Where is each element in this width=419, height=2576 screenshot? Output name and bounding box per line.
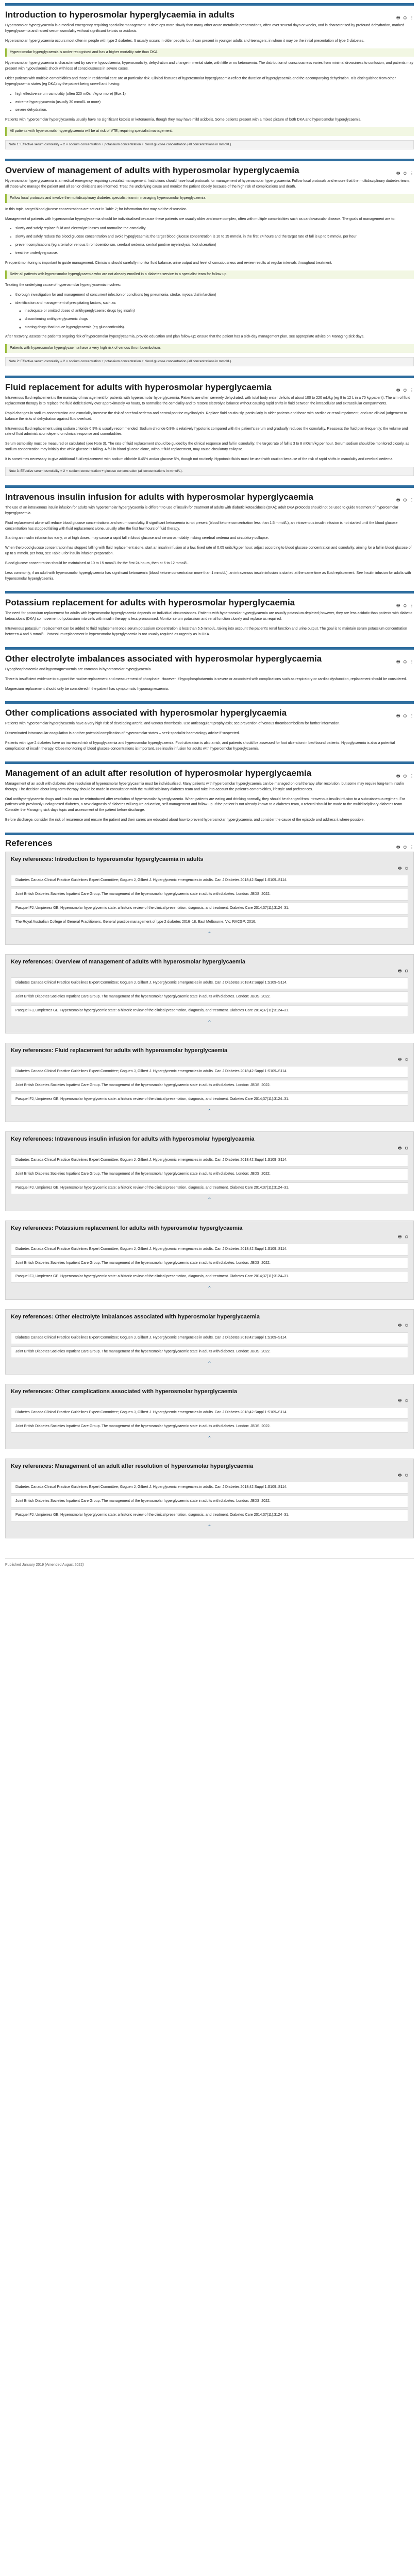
section-tools [393, 497, 414, 503]
paragraph: Oral antihyperglycaemic drugs and insulin can be reintroduced after resolution of hyperosmolar hyperglycaemia. When patients are eating and drinking normally, they should be changed from intravenous insulin infusion to a subcutaneous regimen. For patients with previously undiagnosed diabetes, a new diagnosis of diabetes will require education, self-management and follow-up. If the patient is not already known to a diabetes team, a referral should be made to the multidisciplinary diabetes team. Consider the Managing sick days topic and assessment of the patient before discharge. [5, 797, 405, 812]
reference-group [5, 1459, 414, 1538]
more-icon[interactable]: ⋮ [410, 497, 414, 502]
paragraph: Hyperosmolar hyperglycaemia is characterised by severe hypovolaemia, hyperosmolality, dehydration and change in mental state, with little or no ketonaemia. The distribution of consciousness varies from minimal drowsiness to confusion, and patients may present with hypovolaemic shock with loss of consciousness in severe cases. [5, 61, 413, 71]
section-tools [393, 15, 414, 21]
paragraph: Hyperosmolar hyperglycaemia is a medical emergency requiring specialist management. Institutions should have local protocols for management of hyperosmolar hyperglycaemia. Follow local protocols and ensure that the multidisciplinary diabetes team, all those who manage the patient and all senior clinicians are informed. Treat the underlying cause and monitor the patient closely because of the high risk of complications and death. [5, 179, 410, 189]
print-icon[interactable]: 🖶 [396, 659, 400, 664]
section-references [5, 833, 414, 1553]
paragraph: Disseminated intravascular coagulation is another potential complication of hyperosmolar states – seek specialist haematology advice if suspected. [5, 732, 240, 736]
section-electrolytes [5, 647, 414, 702]
section-potassium [5, 591, 414, 647]
reference-tools [11, 968, 408, 974]
reference-group-title: Key references: Fluid replacement for adults with hyperosmolar hyperglycaemia [11, 1047, 227, 1054]
reference-item [11, 1407, 408, 1419]
more-icon[interactable]: ⋮ [410, 773, 414, 778]
section-fluid [5, 376, 414, 485]
reference-item [11, 1332, 408, 1344]
section-tools [393, 171, 414, 177]
print-icon[interactable]: 🖶 [398, 968, 402, 973]
reference-tools [11, 1057, 408, 1063]
paragraph: When the blood glucose concentration has stopped falling with fluid replacement alone, start an insulin infusion at a low, fixed rate of 0.05 units/kg per hour; adjust according to blood glucose concentration and osmolality, aiming for a fall in blood glucose of up to 5 mmol/L per hour, see Table 3 for insulin infusion preparation. [5, 546, 412, 556]
paragraph: Intravenous potassium replacement can be added to fluid replacement once serum potassium concentration is less than 5.5 mmol/L, taking into account the patient's renal function and urine output. The goal is to maintain serum potassium concentration between 4 and 5 mmol/L. Potassium replacement in hyperosmolar hyperglycaemia is not usually required as urgently as in DKA. [5, 627, 407, 636]
paragraph: Patients with type 2 diabetes have an increased risk of hypoglycaemia and hyperosmolar hyperglycaemia. Foot ulceration is also a risk, and patients should be assessed for foot ulceration in bed-bound patients. Hypoglycaemia is also a potential complication of insulin therapy. Close monitoring of blood glucose concentrations is important, see insulin infusion for adults with hyperosmolar hyperglycaemia. [5, 741, 395, 751]
paragraph: Frequent monitoring is important to guide management. Clinicians should carefully monitor fluid balance, urine output and level of consciousness and review results at regular intervals throughout treatment. [5, 261, 332, 265]
list-item: ◦ starting drugs that induce hyperglycaemia (eg glucocorticoids). [25, 325, 414, 331]
reference-item [11, 875, 408, 887]
paragraph: There is insufficient evidence to support the routine replacement and measurement of phosphate. However, if hypophosphataemia is severe or associated with complications such as respiratory or cardiac dysfunction, replacement should be considered. [5, 677, 407, 681]
print-icon[interactable]: 🖶 [396, 844, 400, 850]
section-title: Fluid replacement for adults with hyperosmolar hyperglycaemia [5, 382, 272, 393]
reference-item [11, 991, 408, 1003]
collapse-chevron-icon[interactable]: ⌃ [207, 1361, 212, 1367]
reference-text: Diabetes Canada Clinical Practice Guidelines Expert Committee; Goguen J, Gilbert J. Hyperglycemic emergencies in adults. Can J Diabetes 2018;42 Suppl 1:S109–S114. [15, 1411, 288, 1415]
reference-tools [11, 1472, 408, 1479]
reference-text: Pasquel FJ, Umpierrez GE. Hyperosmolar hyperglycemic state: a historic review of the clinical presentation, diagnosis, and treatment. Diabetes Care 2014;37(11):3124–31. [15, 1513, 289, 1517]
section-tools [393, 844, 414, 851]
paragraph: Serum osmolality must be measured or calculated (see Note 3). The rate of fluid replacement should be guided by the clinical response and fall in osmolality; the target rate of fall is 3 to 8 mOsm/kg per hour. Serum sodium should be monitored closely, as sodium concentration may initially rise while glucose is falling. A fall in blood glucose alone, without fluid replacement, may cause circulatory collapse. [5, 442, 410, 452]
share-icon[interactable]: ⛭ [403, 603, 407, 608]
reference-item [11, 1094, 408, 1106]
print-icon[interactable]: 🖶 [398, 1234, 402, 1240]
paragraph: Management of patients with hyperosmolar hyperglycaemia should be individualised because these patients are usually older and more complex, often with multiple comorbidities such as cardiovascular disease. The goals of management are to: [5, 217, 396, 221]
reference-text: Pasquel FJ, Umpierrez GE. Hyperosmolar hyperglycemic state: a historic review of the clinical presentation, diagnosis, and treatment. Diabetes Care 2014;37(11):3124–31. [15, 1275, 289, 1279]
section-title: Other electrolyte imbalances associated with hyperosmolar hyperglycaemia [5, 653, 322, 664]
share-icon[interactable]: ⛭ [403, 497, 407, 502]
paragraph: Management of an adult with diabetes after resolution of hyperosmolar hyperglycaemia must be individualised. Many patients with hyperosmolar hyperglycaemia can be managed on oral therapy after resolution, but some may require long-term insulin therapy. The decision about long-term therapy should be made in consultation with the multidisciplinary diabetes team and take into account the patient's comorbidities, lifestyle and preferences. [5, 782, 404, 791]
reference-item [11, 1510, 408, 1521]
list-item: ◦ inadequate or omitted doses of antihyperglycaemic drugs (eg insulin) [25, 309, 414, 314]
reference-item [11, 1080, 408, 1092]
reference-text: Pasquel FJ, Umpierrez GE. Hyperosmolar hyperglycemic state: a historic review of the clinical presentation, diagnosis, and treatment. Diabetes Care 2014;37(11):3124–31. [15, 1008, 289, 1012]
print-icon[interactable]: 🖶 [396, 497, 400, 502]
reference-text: Joint British Diabetes Societies Inpatient Care Group. The management of the hyperosmolar hyperglycaemic state in adults with diabetes. London: JBDS; 2022. [15, 1499, 271, 1503]
paragraph: After recovery, assess the patient's ongoing risk of hyperosmolar hyperglycaemia, provide education and plan follow-up; ensure that the patient has a sick-day management plan, see appropriate advice on Managing sick days. [5, 335, 364, 339]
reference-text: Pasquel FJ, Umpierrez GE. Hyperosmolar hyperglycemic state: a historic review of the clinical presentation, diagnosis, and treatment. Diabetes Care 2014;37(11):3124–31. [15, 1186, 289, 1190]
list-item: • extreme hyperglycaemia (usually 30 mmol/L or more) [15, 100, 414, 106]
print-icon[interactable]: 🖶 [398, 1473, 402, 1478]
section-title: Overview of management of adults with hyperosmolar hyperglycaemia [5, 165, 299, 176]
collapse-chevron-icon[interactable]: ⌃ [207, 1020, 212, 1026]
more-icon[interactable]: ⋮ [410, 15, 414, 20]
share-icon[interactable]: ⛭ [405, 866, 408, 871]
reference-item [11, 1182, 408, 1194]
reference-text: Joint British Diabetes Societies Inpatient Care Group. The management of the hyperosmolar hyperglycaemic state in adults with diabetes. London: JBDS; 2022. [15, 1172, 271, 1176]
share-icon[interactable]: ⛭ [403, 15, 407, 20]
print-icon[interactable]: 🖶 [398, 1057, 402, 1062]
print-icon[interactable]: 🖶 [396, 773, 400, 778]
reference-group [5, 1384, 414, 1449]
footnote: Note 3: Effective serum osmolality = 2 × sodium concentration + glucose concentration (all concentrations in mmol/L). [5, 467, 414, 476]
more-icon[interactable]: ⋮ [410, 388, 414, 393]
callout-box: Patients with hyperosmolar hyperglycaemia have a very high risk of venous thromboembolism. [5, 344, 414, 353]
bullet-list [5, 293, 414, 330]
reference-item [11, 1066, 408, 1078]
print-icon[interactable]: 🖶 [398, 1398, 402, 1403]
section-title: Other complications associated with hyperosmolar hyperglycaemia [5, 708, 287, 718]
print-icon[interactable]: 🖶 [398, 1323, 402, 1328]
share-icon[interactable]: ⛭ [403, 171, 407, 176]
print-icon[interactable]: 🖶 [398, 866, 402, 871]
section-title: Introduction to hyperosmolar hyperglycaemia in adults [5, 10, 234, 20]
paragraph: Treating the underlying cause of hyperosmolar hyperglycaemia involves: [5, 283, 121, 287]
paragraph: Patients with hyperosmolar hyperglycaemia usually have no significant ketosis or ketonaemia, though they may have mild acidosis. Some patients present with a mixed picture of both DKA and hyperosmolar hyperglycaemia. [5, 118, 362, 122]
paragraph: Older patients with multiple comorbidities and those in residential care are at particular risk. Clinical features of hyperosmolar hyperglycaemia reflect the duration of hyperglycaemia and the accompanying dehydration. It is distinguished from other hyperglycaemic states (eg DKA) by the patient being unwell and having: [5, 77, 396, 86]
collapse-chevron-icon[interactable]: ⌃ [207, 1286, 212, 1292]
paragraph: Fluid replacement alone will reduce blood glucose concentrations and serum osmolality. If significant ketonaemia is not present (blood ketone concentration less than 1.5 mmol/L), an intravenous insulin infusion is not started until the blood glucose concentration has stopped falling with fluid replacement alone, usually after the first few hours of fluid therapy. [5, 521, 398, 531]
reference-text: Pasquel FJ, Umpierrez GE. Hyperosmolar hyperglycemic state: a historic review of the clinical presentation, diagnosis, and treatment. Diabetes Care 2014;37(11):3124–31. [15, 1097, 289, 1101]
section-tools [393, 773, 414, 779]
section-title: Management of an adult after resolution of hyperosmolar hyperglycaemia [5, 768, 312, 778]
reference-text: Joint British Diabetes Societies Inpatient Care Group. The management of the hyperosmolar hyperglycaemic state in adults with diabetes. London: JBDS; 2022. [15, 1261, 271, 1265]
reference-group [5, 1131, 414, 1211]
collapse-chevron-icon[interactable]: ⌃ [207, 1197, 212, 1204]
reference-text: Diabetes Canada Clinical Practice Guidelines Expert Committee; Goguen J, Gilbert J. Hyperglycemic emergencies in adults. Can J Diabetes 2018;42 Suppl 1:S109–S114. [15, 1070, 288, 1074]
list-item: • severe dehydration. [15, 108, 414, 113]
reference-text: Diabetes Canada Clinical Practice Guidelines Expert Committee; Goguen J, Gilbert J. Hyperglycemic emergencies in adults. Can J Diabetes 2018;42 Suppl 1:S109–S114. [15, 1485, 288, 1489]
list-item: • prevent complications (eg arterial or venous thromboembolism, cerebral oedema, central pontine myelinolysis, foot ulceration) [15, 243, 414, 248]
reference-item [11, 1271, 408, 1283]
reference-text: Joint British Diabetes Societies Inpatient Care Group. The management of the hyperosmolar hyperglycaemic state in adults with diabetes. London: JBDS; 2022. [15, 1349, 271, 1353]
share-icon[interactable]: ⛭ [403, 714, 407, 719]
reference-group-title: Key references: Management of an adult after resolution of hyperosmolar hyperglycaemia [11, 1463, 254, 1470]
reference-item [11, 1496, 408, 1507]
reference-item [11, 1258, 408, 1269]
callout-box: All patients with hyperosmolar hyperglycaemia will be at risk of VTE, requiring specialist management. [5, 127, 414, 136]
reference-group [5, 1221, 414, 1300]
paragraph: Intravenous fluid replacement is the mainstay of management for patients with hyperosmolar hyperglycaemia. Patients are often severely dehydrated, with total body water deficits of about 100 to 220 mL/kg (eg 8 to 12 L in a 70 kg patient). The aim of fluid replacement therapy is to replace the fluid deficit slowly over approximately 48 hours, to normalise the osmolality and to restore electrolyte balance without causing rapid shifts in fluid between the intracellular and extracellular compartments. [5, 396, 410, 406]
reference-item [11, 1244, 408, 1256]
share-icon[interactable]: ⛭ [403, 388, 407, 393]
reference-item [11, 889, 408, 901]
more-icon[interactable]: ⋮ [410, 603, 414, 608]
reference-group [5, 1043, 414, 1122]
more-icon[interactable]: ⋮ [410, 659, 414, 664]
reference-group-title: Key references: Other complications associated with hyperosmolar hyperglycaemia [11, 1388, 237, 1395]
paragraph: Rapid changes in sodium concentration and osmolality increase the risk of cerebral oedema and central pontine myelinolysis. Replace fluid cautiously, particularly in older patients and those with cardiac or renal impairment, and use clinical judgement to balance the risks of dehydration against fluid overload. [5, 411, 407, 421]
print-icon[interactable]: 🖶 [396, 603, 400, 608]
reference-group-title: Key references: Other electrolyte imbalances associated with hyperosmolar hyperglycaemia [11, 1313, 260, 1320]
references-title: References [5, 838, 53, 848]
share-icon[interactable]: ⛭ [405, 1146, 408, 1151]
paragraph: The need for potassium replacement for adults with hyperosmolar hyperglycaemia depends on individual circumstances. Patients with hyperosmolar hyperglycaemia are usually potassium depleted; however, they are less acidotic than patients with diabetic ketoacidosis (DKA) so movement of potassium into cells with insulin therapy is less pronounced. Monitor serum potassium and renal function closely and replace as required. [5, 612, 412, 621]
reference-item [11, 1155, 408, 1166]
list-item: • identification and management of precipitating factors, such as: ◦ inadequate or omitted doses of antihyperglycaemic drugs (eg insulin) ◦ discontinuing antihyperglycaemic drugs ◦ starting drugs that induce hyperglycaemia (eg glucocorticoids). [15, 301, 414, 330]
nested-list [15, 309, 414, 331]
footnote: Note 2: Effective serum osmolality = 2 × sodium concentration + potassium concentration + blood glucose concentration (all concentrations in mmol/L). [5, 357, 414, 366]
reference-text: The Royal Australian College of General Practitioners. General practice management of type 2 diabetes 2016–18. East Melbourne, Vic: RACGP; 2016. [15, 920, 256, 924]
collapse-chevron-icon[interactable]: ⌃ [207, 1108, 212, 1114]
reference-tools [11, 1234, 408, 1240]
list-item: • thorough investigation for and management of concurrent infection or conditions (eg pneumonia, stroke, myocardial infarction) [15, 293, 414, 298]
reference-tools [11, 1398, 408, 1404]
reference-item [11, 1482, 408, 1494]
more-icon[interactable]: ⋮ [410, 844, 414, 850]
section-insulin [5, 485, 414, 591]
footnote: Note 1: Effective serum osmolality = 2 × sodium concentration + potassium concentration + blood glucose concentration (all concentrations in mmol/L). [5, 140, 414, 149]
more-icon[interactable]: ⋮ [410, 714, 414, 719]
list-item: • slowly and safely replace fluid and electrolyte losses and normalise the osmolality [15, 226, 414, 232]
reference-text: Joint British Diabetes Societies Inpatient Care Group. The management of the hyperosmolar hyperglycaemic state in adults with diabetes. London: JBDS; 2022. [15, 892, 271, 896]
list-item: • treat the underlying cause. [15, 251, 414, 257]
reference-text: Diabetes Canada Clinical Practice Guidelines Expert Committee; Goguen J, Gilbert J. Hyperglycemic emergencies in adults. Can J Diabetes 2018;42 Suppl 1:S109–S114. [15, 878, 288, 883]
reference-group [5, 852, 414, 945]
reference-item [11, 1346, 408, 1358]
paragraph: Blood glucose concentration should be maintained at 10 to 15 mmol/L for the first 24 hours, then at 6 to 12 mmol/L. [5, 561, 189, 565]
reference-item [11, 1168, 408, 1180]
reference-item [11, 977, 408, 989]
share-icon[interactable]: ⛭ [405, 1473, 408, 1478]
section-complications [5, 701, 414, 761]
share-icon[interactable]: ⛭ [405, 1323, 408, 1328]
section-title: Potassium replacement for adults with hyperosmolar hyperglycaemia [5, 598, 295, 608]
section-tools [393, 603, 414, 609]
list-item: • slowly and safely reduce the blood glucose concentration and avoid hypoglycaemia; the target blood glucose concentration is 10 to 15 mmol/L in the first 24 hours and the target rate of fall is up to 5 mmol/L per hour [15, 234, 414, 240]
reference-text: Joint British Diabetes Societies Inpatient Care Group. The management of the hyperosmolar hyperglycaemic state in adults with diabetes. London: JBDS; 2022. [15, 994, 271, 998]
reference-text: Diabetes Canada Clinical Practice Guidelines Expert Committee; Goguen J, Gilbert J. Hyperglycemic emergencies in adults. Can J Diabetes 2018;42 Suppl 1:S109–S114. [15, 981, 288, 985]
section-title: Intravenous insulin infusion for adults with hyperosmolar hyperglycaemia [5, 492, 313, 502]
reference-tools [11, 1323, 408, 1329]
paragraph: Magnesium replacement should only be considered if the patient has symptomatic hypomagnesaemia. [5, 687, 169, 691]
paragraph: The use of an intravenous insulin infusion for adults with hyperosmolar hyperglycaemia is different to use of insulin for treatment of adults with diabetic ketoacidosis (DKA); adult DKA protocols should not be used to guide treatment of hyperosmolar hyperglycaemia. [5, 505, 398, 515]
reference-text: Diabetes Canada Clinical Practice Guidelines Expert Committee; Goguen J, Gilbert J. Hyperglycemic emergencies in adults. Can J Diabetes 2018;42 Suppl 1:S109–S114. [15, 1335, 288, 1340]
reference-tools [11, 1145, 408, 1151]
paragraph: Starting an insulin infusion too early, or at high doses, may cause a rapid fall in blood glucose and serum osmolality, risking cerebral oedema and circulatory collapse. [5, 536, 269, 540]
share-icon[interactable]: ⛭ [403, 773, 407, 778]
share-icon[interactable]: ⛭ [405, 1398, 408, 1403]
bullet-list [5, 226, 414, 256]
paragraph: In this topic, target blood glucose concentrations are set out in Table 2; for information that may aid the discussion. [5, 207, 188, 211]
section-tools [393, 713, 414, 719]
bullet-list [5, 92, 414, 114]
reference-group-title: Key references: Overview of management of adults with hyperosmolar hyperglycaemia [11, 959, 245, 965]
paragraph: Hypophosphataemia and hypomagnesaemia are common in hyperosmolar hyperglycaemia. [5, 667, 152, 671]
list-item: ◦ discontinuing antihyperglycaemic drugs [25, 317, 414, 323]
collapse-chevron-icon[interactable]: ⌃ [207, 1435, 212, 1442]
paragraph: Hyperosmolar hyperglycaemia occurs most often in people with type 2 diabetes. It usually occurs in older people, but it can present in younger adults and teenagers, in whom it may be the initial presentation of type 2 diabetes. [5, 39, 364, 43]
section-resolution [5, 761, 414, 833]
callout-box: Hyperosmolar hyperglycaemia is under-recognised and has a higher mortality rate than DKA. [5, 48, 414, 57]
footer-published: Published January 2019 (Amended August 2022) [5, 1558, 414, 1579]
paragraph: Patients with hyperosmolar hyperglycaemia have a very high risk of developing arterial and venous thrombosis. Use anticoagulant prophylaxis; see prevention of venous thromboembolism for further information. [5, 722, 341, 726]
reference-text: Joint British Diabetes Societies Inpatient Care Group. The management of the hyperosmolar hyperglycaemic state in adults with diabetes. London: JBDS; 2022. [15, 1083, 271, 1088]
paragraph: It is sometimes necessary to give additional fluid replacement with sodium chloride 0.45% and/or glucose 5%, though not routinely. Hypotonic fluids must be used with caution because of the risk of rapid shifts in osmolality and cerebral oedema. [5, 457, 394, 462]
reference-text: Diabetes Canada Clinical Practice Guidelines Expert Committee; Goguen J, Gilbert J. Hyperglycemic emergencies in adults. Can J Diabetes 2018;42 Suppl 1:S109–S114. [15, 1158, 288, 1162]
collapse-chevron-icon[interactable]: ⌃ [207, 1524, 212, 1531]
section-tools [393, 387, 414, 394]
print-icon[interactable]: 🖶 [398, 1146, 402, 1151]
share-icon[interactable]: ⛭ [405, 1234, 408, 1240]
reference-group-title: Key references: Intravenous insulin infusion for adults with hyperosmolar hyperglycaemia [11, 1136, 255, 1143]
paragraph: Before discharge, consider the risk of recurrence and ensure the patient and their carers are educated about how to prevent hyperosmolar hyperglycaemia, and consider the cause of the episode and address it where possible. [5, 818, 365, 822]
reference-text: Pasquel FJ, Umpierrez GE. Hyperosmolar hyperglycemic state: a historic review of the clinical presentation, diagnosis, and treatment. Diabetes Care 2014;37(11):3124–31. [15, 906, 289, 910]
print-icon[interactable]: 🖶 [396, 714, 400, 719]
share-icon[interactable]: ⛭ [403, 844, 407, 850]
reference-tools [11, 866, 408, 872]
paragraph: Intravenous fluid replacement using sodium chloride 0.9% is usually recommended. Sodium chloride 0.9% is relatively hypotonic compared with the patient's serum and gradually reduces the osmolality. Reassess the fluid plan frequently; the volume and rate of fluid administration depend on clinical response and comorbidities. [5, 427, 408, 436]
reference-group-title: Key references: Introduction to hyperosmolar hyperglycaemia in adults [11, 856, 204, 862]
print-icon[interactable]: 🖶 [396, 15, 400, 20]
share-icon[interactable]: ⛭ [405, 1057, 408, 1062]
print-icon[interactable]: 🖶 [396, 171, 400, 176]
print-icon[interactable]: 🖶 [396, 388, 400, 393]
reference-group [5, 954, 414, 1033]
reference-item [11, 1421, 408, 1433]
paragraph: Less commonly, if an adult with hyperosmolar hyperglycaemia has significant ketonaemia (blood ketone concentration more than 1 mmol/L), an intravenous insulin infusion is started at the same time as fluid replacement. See Insulin infusion for adults with hyperosmolar hyperglycaemia. [5, 571, 411, 581]
share-icon[interactable]: ⛭ [403, 659, 407, 664]
more-icon[interactable]: ⋮ [410, 171, 414, 176]
reference-group-title: Key references: Potassium replacement for adults with hyperosmolar hyperglycaemia [11, 1225, 243, 1231]
section-tools [393, 659, 414, 665]
reference-item [11, 903, 408, 914]
list-item: • high effective serum osmolality (often 320 mOsm/kg or more) (Box 1) [15, 92, 414, 97]
section-overview [5, 159, 414, 376]
reference-group [5, 1309, 414, 1375]
section-intro [5, 3, 414, 159]
reference-text: Diabetes Canada Clinical Practice Guidelines Expert Committee; Goguen J, Gilbert J. Hyperglycemic emergencies in adults. Can J Diabetes 2018;42 Suppl 1:S109–S114. [15, 1247, 288, 1251]
callout-box: Refer all patients with hyperosmolar hyperglycaemia who are not already enrolled in a diabetes service to a specialist team for follow-up. [5, 270, 414, 279]
callout-box: Follow local protocols and involve the multidisciplinary diabetes specialist team in managing hyperosmolar hyperglycaemia. [5, 194, 414, 203]
reference-text: Joint British Diabetes Societies Inpatient Care Group. The management of the hyperosmolar hyperglycaemic state in adults with diabetes. London: JBDS; 2022. [15, 1425, 271, 1428]
share-icon[interactable]: ⛭ [405, 968, 408, 973]
reference-item [11, 1005, 408, 1017]
reference-item [11, 917, 408, 928]
collapse-chevron-icon[interactable]: ⌃ [207, 931, 212, 937]
paragraph: Hyperosmolar hyperglycaemia is a medical emergency requiring specialist management. It develops more slowly than many other acute metabolic presentations, often over several days or weeks, and is characterised by profound dehydration, marked hyperglycaemia and raised serum osmolality without significant ketosis or acidosis. [5, 24, 405, 33]
